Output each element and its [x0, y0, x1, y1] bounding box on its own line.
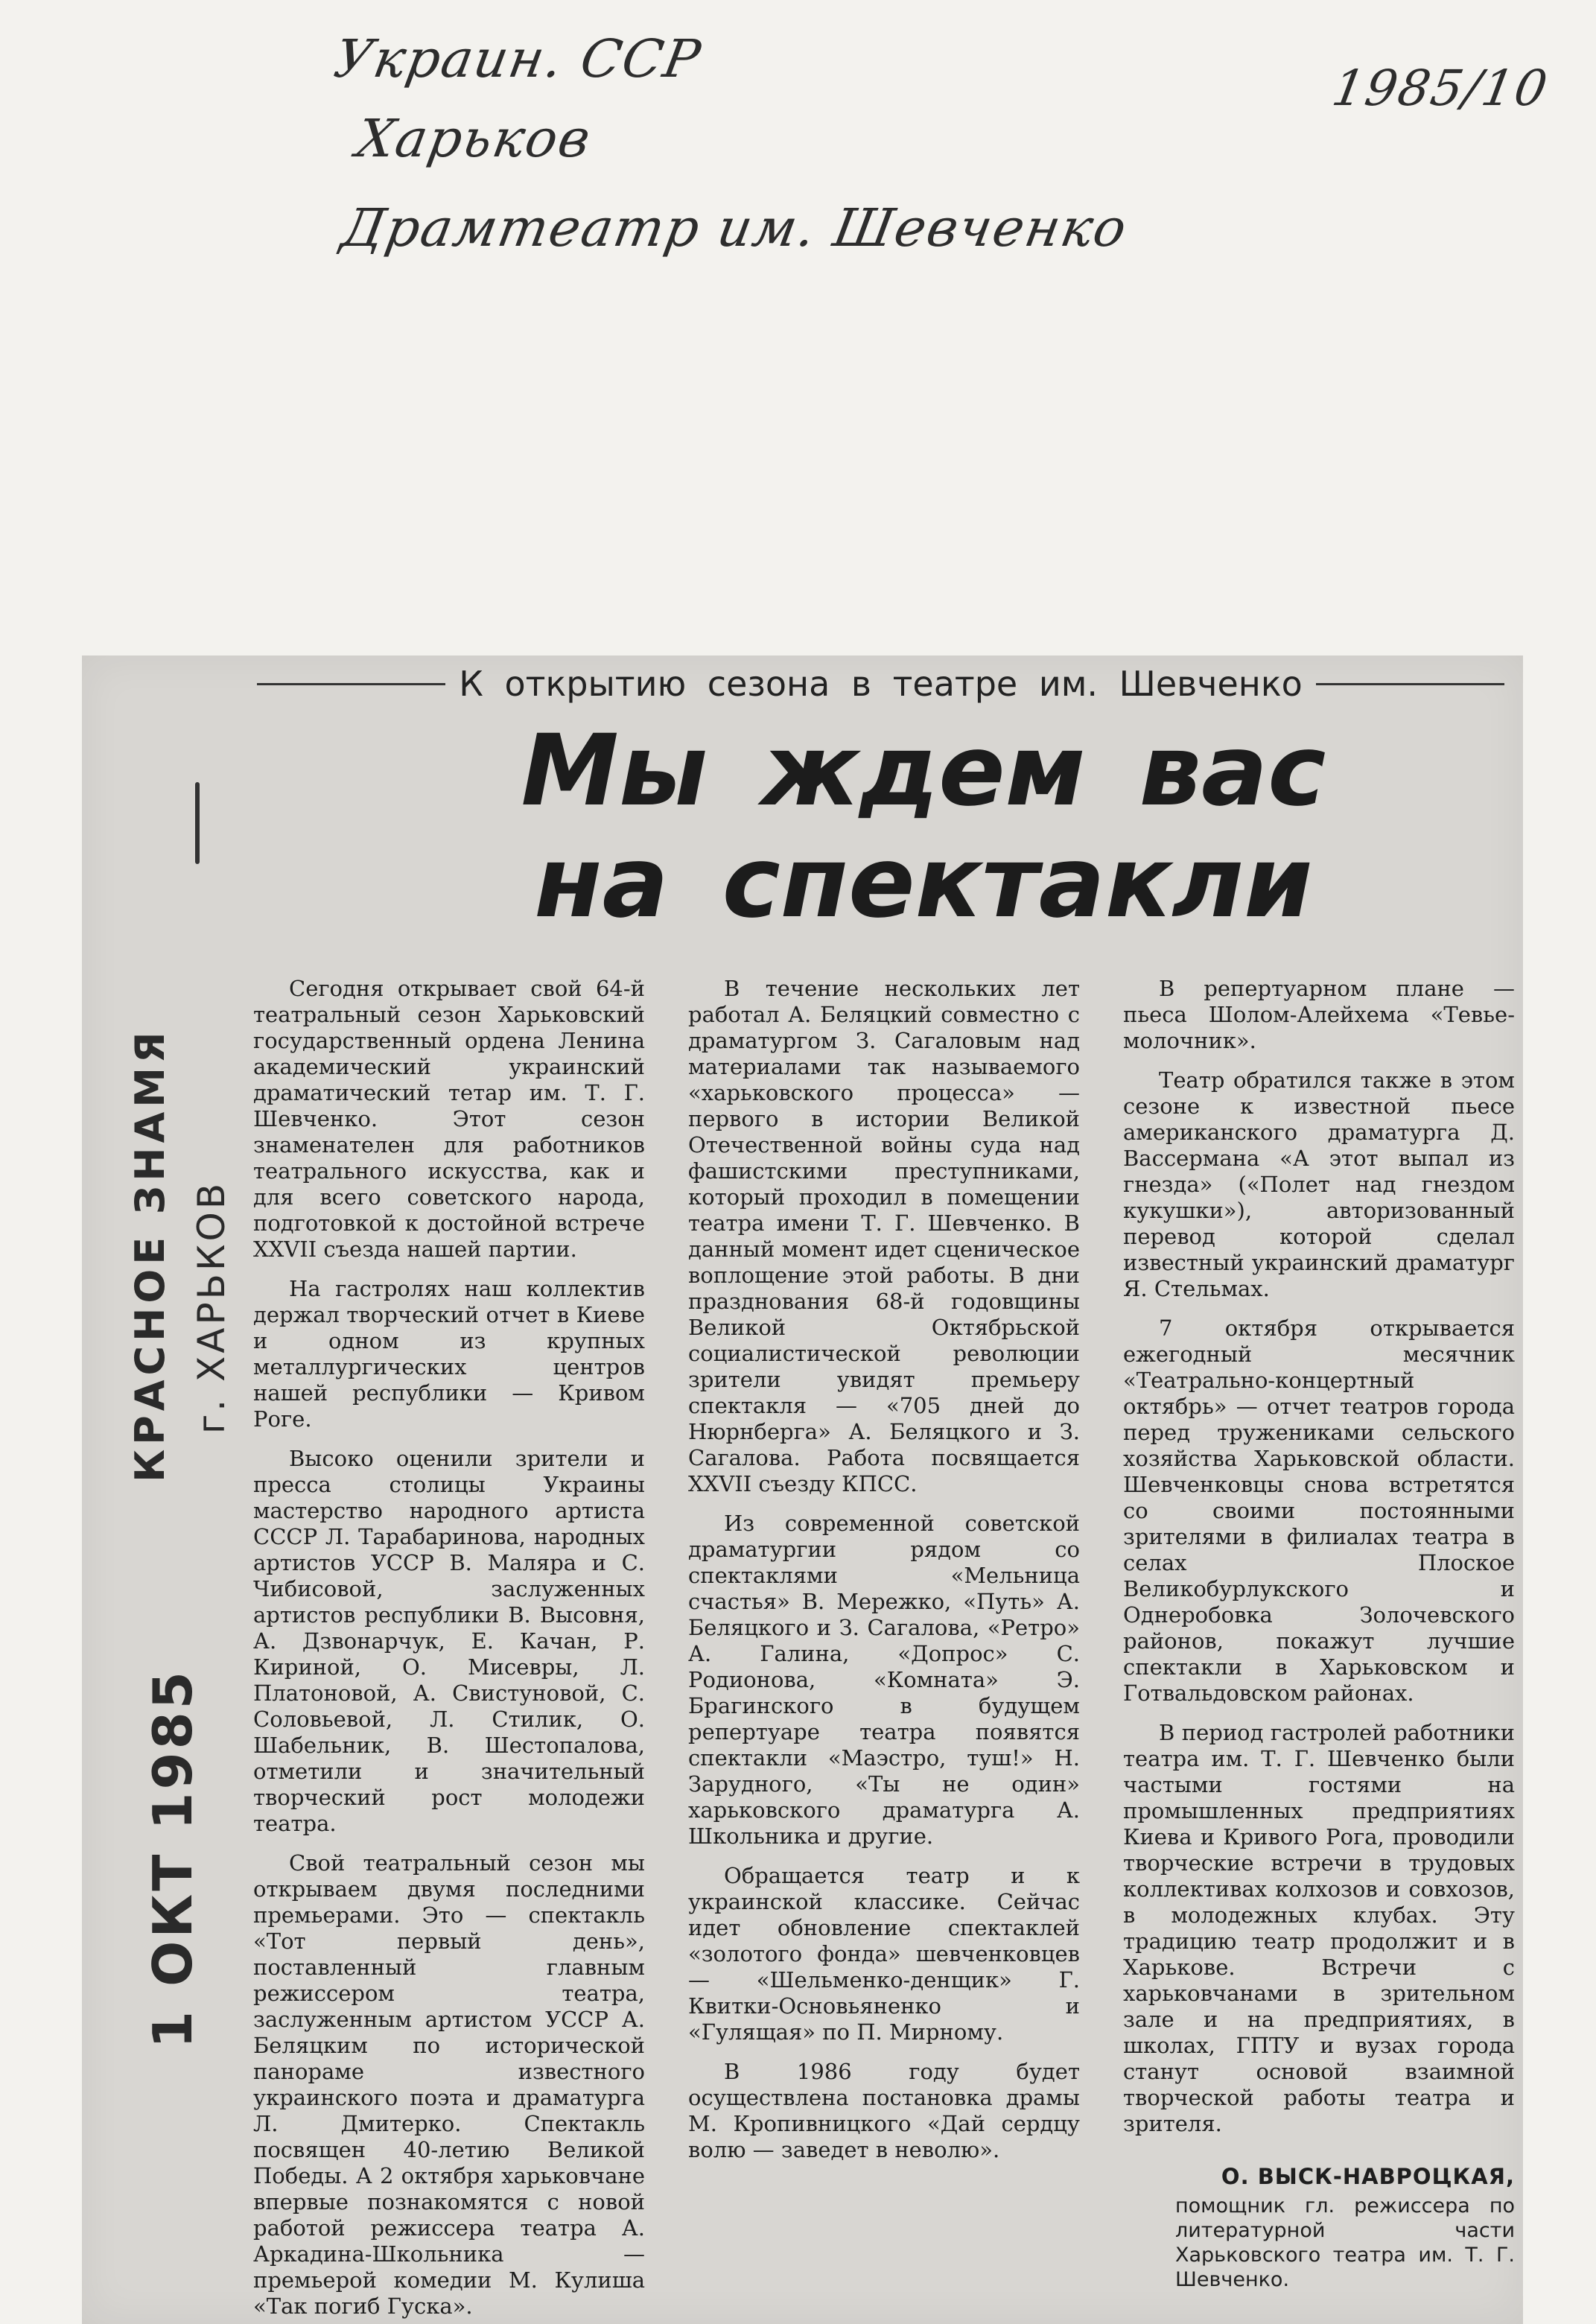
paragraph: Из современной советской драматургии рядом со спектаклями «Мельница счастья» В. Мережко, «Путь» А. Беляцкого и З. Сагалова, «Ретро» А. Галина, «Допрос» С. Родионова, «Комната» Э. Брагинского в будущем репертуаре театра появятся спектакли «Маэстро, туш!» Н. Зарудного, «Ты не один» харьковского драматурга А. Школьника и другие.	[688, 1511, 1080, 1849]
handwritten-date-note: 1985/10	[1328, 60, 1553, 117]
paragraph: В 1986 году будет осуществлена постановка драмы М. Кропивницкого «Дай сердцу волю — заведет в неволю».	[688, 2059, 1080, 2162]
kicker-text: К открытию сезона в театре им. Шевченко	[459, 664, 1303, 704]
kicker-rule-right	[1316, 683, 1504, 685]
paragraph: На гастролях наш коллектив держал творческий отчет в Киеве и одном из крупных металлургических центров нашей республики — Кривом Роге.	[253, 1276, 645, 1432]
date-stamp: 1 ОКТ 1985	[142, 1669, 204, 2048]
paragraph: Высоко оценили зрители и пресса столицы Украины мастерство народного артиста СССР Л. Тарабаринова, народных артистов УССР В. Маляра и С. Чибисовой, заслуженных артистов республики В. Высовня, А. Дзвонарчук, Е. Качан, Р. Кириной, О. Мисевры, Л. Платоновой, А. Свистуновой, С. Соловьевой, Л. Стилик, О. Шабельник, В. Шестопалова, отметили и значительный творческий рост молодежи театра.	[253, 1446, 645, 1836]
kicker-rule-left	[257, 683, 445, 685]
handwritten-city-note: Харьков	[352, 108, 597, 169]
paragraph: Обращается театр и к украинской классике. Сейчас идет обновление спектаклей «золотого фонда» шевченковцев — «Шельменко-денщик» Г. Квитки-Основьяненко и «Гулящая» по П. Мирному.	[688, 1863, 1080, 2045]
article-column-3	[1123, 976, 1515, 2291]
author-position: помощник гл. режиссера по литературной части Харьковского театра им. Т. Г. Шевченко.	[1175, 2194, 1515, 2291]
paragraph: В течение нескольких лет работал А. Беляцкий совместно с драматургом З. Сагаловым над материалами так называемого «харьковского процесса» — первого в истории Великой Отечественной войны суда над фашистскими преступниками, который проходил в помещении театра имени Т. Г. Шевченко. В данный момент идет сценическое воплощение этой работы. В дни празднования 68-й годовщины Великой Октябрьской социалистической революции зрители увидят премьеру спектакля — «705 дней до Нюрнберга» А. Беляцкого и З. Сагалова. Работа посвящается XXVII съезду КПСС.	[688, 976, 1080, 1496]
paragraph: Свой театральный сезон мы открываем двумя последними премьерами. Это — спектакль «Тот первый день», поставленный главным режиссером театра, заслуженным артистом УССР А. Беляцким по исторической панораме известного украинского поэта и драматурга Л. Дмитерко. Спектакль посвящен 40-летию Великой Победы. А 2 октября харьковчане впервые познакомятся с новой работой режиссера театра А. Аркадина-Школьника — премьерой комедии М. Кулиша «Так погиб Гуска».	[253, 1850, 645, 2319]
newspaper-name-stamp: КРАСНОЕ ЗНАМЯ	[127, 1027, 174, 1482]
article-column-1	[253, 976, 645, 2319]
headline-line-1: Мы ждем вас	[521, 714, 1326, 828]
paragraph: В репертуарном плане — пьеса Шолом-Алейхема «Тевье-молочник».	[1123, 976, 1515, 1053]
handwritten-theatre-note: Драмтеатр им. Шевченко	[337, 197, 1133, 258]
city-stamp: г. ХАРЬКОВ	[190, 1180, 233, 1434]
article-headline	[492, 715, 1355, 939]
paragraph: Сегодня открывает свой 64-й театральный сезон Харьковский государственный ордена Ленина академический украинский драматический тетар им. Т. Г. Шевченко. Этот сезон знаменателен для работников театрального искусства, как и для всего советского народа, подготовкой к достойной встрече XXVII съезда нашей партии.	[253, 976, 645, 1262]
headline-line-2: на спектакли	[534, 825, 1313, 940]
article-kicker	[257, 661, 1504, 706]
paragraph: Театр обратился также в этом сезоне к известной пьесе американского драматурга Д. Вассермана «А этот выпал из гнезда» («Полет над гнездом кукушки»), авторизованный перевод которой сделал известный украинский драматург Я. Стельмах.	[1123, 1067, 1515, 1301]
paragraph: В период гастролей работники театра им. Т. Г. Шевченко были частыми гостями на промышленных предприятиях Киева и Кривого Рога, проводили творческие встречи в трудовых коллективах колхозов и совхозов, в молодежных клубах. Эту традицию театр продолжит и в Харькове. Встречи с харьковчанами в зрительном зале и на предприятиях, в школах, ГПТУ и вузах города станут основой взаимной творческой работы театра и зрителя.	[1123, 1720, 1515, 2136]
paragraph: 7 октября открывается ежегодный месячник «Театрально-концертный октябрь» — отчет театров города перед тружениками сельского хозяйства Харьковской области. Шевченковцы снова встретятся со своими постоянными зрителями в филиалах театра в селах Плоское Великобурлукского и Однеробовка Золочевского районов, покажут лучшие спектакли в Харьковском и Готвальдовском районах.	[1123, 1315, 1515, 1706]
margin-bracket-mark	[195, 782, 200, 864]
article-body	[253, 976, 1516, 2319]
article-column-2	[688, 976, 1080, 2287]
author-name: О. ВЫСК-НАВРОЦКАЯ,	[1221, 2164, 1515, 2189]
author-signature	[1123, 2164, 1515, 2292]
handwritten-country-note: Украин. ССР	[329, 28, 707, 89]
